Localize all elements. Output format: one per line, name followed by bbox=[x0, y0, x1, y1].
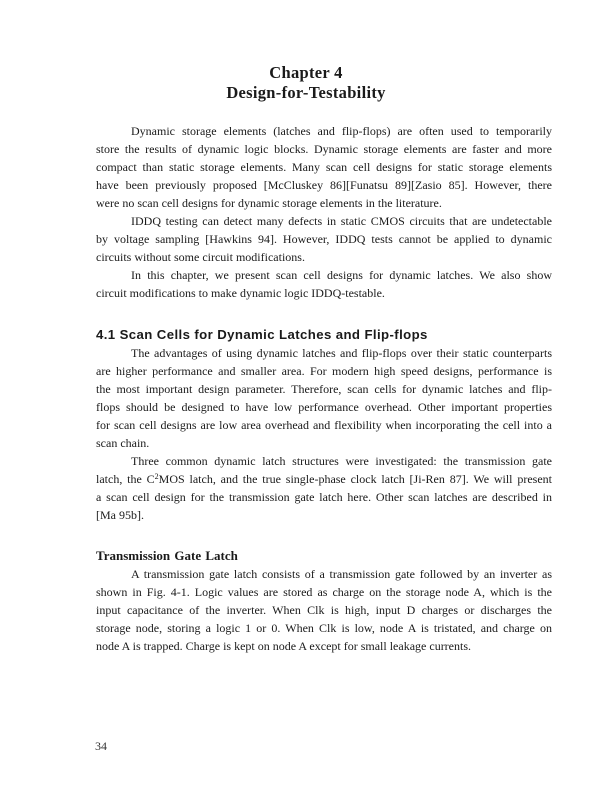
section-p1-line: flops should be designed to have low performance overhead. Other important properties bbox=[96, 400, 552, 414]
intro-p1-line: compact than static storage elements. Many scan cell designs for static storage elements bbox=[96, 160, 552, 174]
section-p2-line: [Ma 95b]. bbox=[96, 508, 144, 522]
text-run: MOS latch, and the true single-phase clock latch [Ji-Ren 87]. We will present bbox=[158, 472, 552, 486]
section-p2-line: Three common dynamic latch structures were investigated: the transmission gate bbox=[131, 454, 552, 468]
section-p2-line bbox=[96, 472, 552, 486]
intro-p1-line: have been previously proposed [McCluskey 86][Funatsu 89][Zasio 85]. However, there bbox=[96, 178, 552, 192]
intro-p1-line: were no scan cell designs for dynamic storage elements in the literature. bbox=[96, 196, 442, 210]
subsection-p1-line: A transmission gate latch consists of a transmission gate followed by an inverter as bbox=[131, 567, 552, 581]
intro-p3-line: In this chapter, we present scan cell designs for dynamic latches. We also show bbox=[131, 268, 552, 282]
subsection-p1-line: storage node, storing a logic 1 or 0. When Clk is low, node A is tristated, and charge on bbox=[96, 621, 552, 635]
subsection-p1-line: input capacitance of the inverter. When Clk is high, input D charges or discharges the bbox=[96, 603, 552, 617]
subsection-p1-line: node A is trapped. Charge is kept on node A except for small leakage currents. bbox=[96, 639, 472, 653]
subsection-heading: Transmission Gate Latch bbox=[96, 548, 238, 563]
section-p1-line: The advantages of using dynamic latches and flip-flops over their static counterparts bbox=[131, 346, 552, 360]
section-p1-line: the most important design parameter. Therefore, scan cells for dynamic latches and flip- bbox=[96, 382, 552, 396]
section-heading-4-1: 4.1 Scan Cells for Dynamic Latches and Flip-flops bbox=[96, 327, 428, 342]
intro-p1-line: Dynamic storage elements (latches and flip-flops) are often used to temporarily bbox=[131, 124, 552, 138]
intro-p2-line: IDDQ testing can detect many defects in static CMOS circuits that are undetectable bbox=[131, 214, 552, 228]
chapter-title: Design-for-Testability bbox=[226, 83, 386, 102]
intro-p2-line: by voltage sampling [Hawkins 94]. However, IDDQ tests cannot be applied to dynamic bbox=[96, 232, 552, 246]
intro-p1-line: store the results of dynamic logic blocks. Dynamic storage elements are faster and more bbox=[96, 142, 552, 156]
page-number: 34 bbox=[95, 739, 107, 753]
section-p1-line: scan chain. bbox=[96, 436, 150, 450]
intro-p3-line: circuit modifications to make dynamic logic IDDQ-testable. bbox=[96, 286, 385, 300]
intro-p2-line: circuits without some circuit modifications. bbox=[96, 250, 305, 264]
subsection-p1-line: shown in Fig. 4-1. Logic values are stored as charge on the storage node A, which is the bbox=[96, 585, 552, 599]
section-p1-line: are higher performance and smaller area. For modern high speed designs, performance is bbox=[96, 364, 552, 378]
chapter-number: Chapter 4 bbox=[269, 63, 343, 82]
superscript: 2 bbox=[154, 472, 159, 481]
section-p1-line: for scan cell designs are low area overhead and flexibility when incorporating the cell into a bbox=[96, 418, 552, 432]
text-run: latch, the C bbox=[96, 472, 155, 486]
section-p2-line: a scan cell design for the transmission gate latch here. Other scan latches are described in bbox=[96, 490, 552, 504]
